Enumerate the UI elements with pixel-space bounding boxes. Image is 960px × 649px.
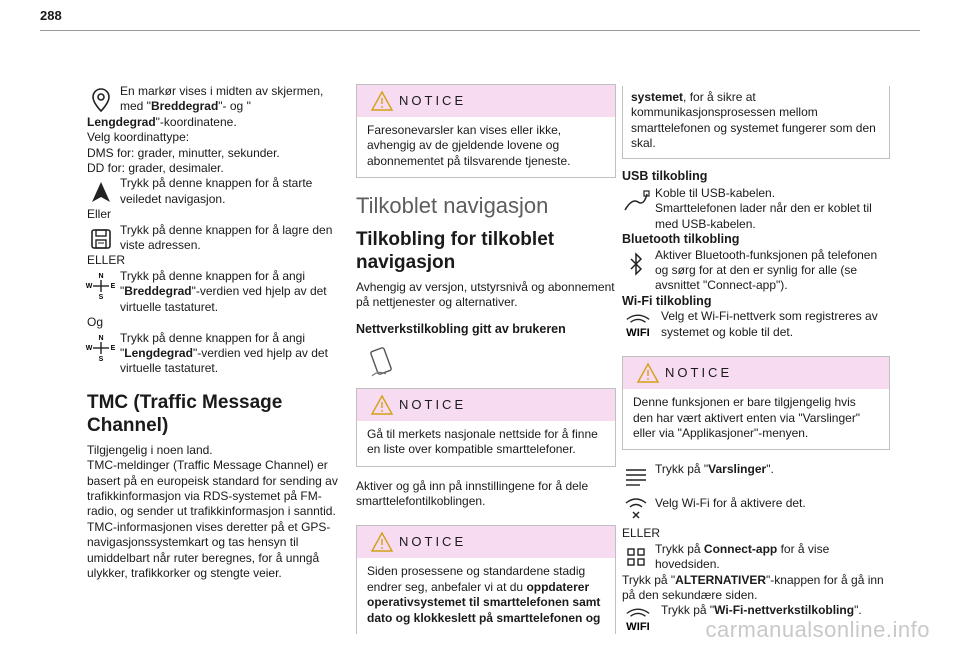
column-1: En markør vises i midten av skjermen, med "Breddegrad"- og " Lengdegrad"-koordinatene. Velg koordinattype: DMS for: grader, minutter, sekunder. DD for: grader, desimaler. Trykk på denne knappen for å starte veiledet navigasjon. Eller Trykk på denne knappen for å lagre den viste adressen. ELLER N S W E Trykk på denne knappen for å angi "Breddegrad"-verdien ved hjelp av det virtuelle tastaturet. Og N S W E Trykk på denne knappen for å angi "Lengdegrad"-verdien ved hjelp av det virtuelle tastaturet. TMC (Traffic Message Channel) Tilgjengelig i noen land. TMC-meldinger (Traffic Message Channel) er basert på en europeisk standard for sending av trafikkinformasjon via RDS-systemet på FM-radio, og sender ut trafikkinformasjon i sanntid. TMC-informasjonen vises deretter på et GPS-navigasjonssystemkart og tas hensyn til umiddelbart når ruter beregnes, for å unngå ulykker, trafikkorker og stengte veier. (85, 84, 338, 580)
navigation-arrow-icon (87, 178, 115, 206)
dd-text: DD for: grader, desimaler. (87, 161, 224, 176)
warning-triangle-icon (371, 395, 393, 415)
svg-text:WIFI: WIFI (626, 621, 650, 634)
notice-label: NOTICE (399, 396, 467, 412)
tmc-text-2: TMC-meldinger (Traffic Message Channel) er basert på en europeisk standard for sending av trafikkinformasjon via RDS-systemet på FM-radio, og sender ut trafikkinformasjon i sanntid. (87, 458, 338, 519)
tmc-heading: TMC (Traffic Message Channel) (87, 391, 283, 436)
svg-text:E: E (110, 282, 116, 290)
notice-box-2 (356, 388, 616, 467)
connect-app-block: Trykk på Connect-app for å vise hovedsiden. (622, 542, 890, 573)
save-disk-icon (87, 225, 115, 253)
nav-marker-block: En markør vises i midten av skjermen, med "Breddegrad"- og " (87, 84, 339, 115)
svg-text:E: E (110, 344, 116, 352)
wifi-heading: Wi-Fi tilkobling (622, 293, 712, 308)
save-block: Trykk på denne knappen for å lagre den viste adressen. (87, 223, 339, 254)
subsection-text: Avhengig av versjon, utstyrsnivå og abonnement på nettjenester og alternativer. (356, 279, 615, 310)
select-type: Velg koordinattype: (87, 130, 190, 145)
svg-text:WIFI: WIFI (626, 327, 650, 340)
wifi-block: WIFI Velg et Wi-Fi-nettverk som registreres av systemet og koble til det. (622, 309, 890, 340)
page-number: 288 (40, 8, 62, 23)
bluetooth-block: Aktiver Bluetooth-funksjonen på telefonen og sørg for at den er synlig for alle (se avsnittet "Connect-app"). (622, 248, 890, 294)
lon-block: N S W E Trykk på denne knappen for å angi "Lengdegrad"-verdien ved hjelp av det virtuelle tastaturet. (85, 330, 328, 376)
location-pin-icon (87, 86, 115, 114)
wifi-icon (622, 605, 654, 633)
watermark: carmanualsonline.info (705, 617, 930, 642)
wifi-off-icon (622, 494, 650, 522)
svg-text:N: N (98, 334, 104, 342)
header-rule (40, 30, 920, 31)
usb-heading: USB tilkobling (622, 168, 708, 183)
notice-label: NOTICE (399, 534, 467, 550)
usb-text-2: Smarttelefonen lader når den er koblet til med USB-kabelen. (655, 201, 872, 231)
bluetooth-icon (622, 250, 650, 278)
notice-box-4 (622, 356, 890, 450)
notice-continuation: systemet, for å sikre at kommunikasjonsprosessen mellom smarttelefonen og systemet fungerer som den skal. (622, 86, 890, 159)
eller-text: ELLER (622, 526, 661, 541)
dms-text: DMS for: grader, minutter, sekunder. (87, 145, 280, 160)
compass-icon (87, 333, 115, 361)
column-2 (356, 84, 616, 634)
eller-text: Eller (87, 207, 112, 222)
og-text: Og (87, 315, 104, 330)
warning-triangle-icon (637, 363, 659, 383)
wifi-connection-block: WIFI Trykk på "Wi-Fi-nettverkstilkobling". (622, 603, 890, 618)
alerts-block: Trykk på "Varslinger". (622, 462, 890, 492)
network-heading: Nettverkstilkobling gitt av brukeren (356, 322, 566, 337)
notice-label: NOTICE (665, 365, 733, 381)
lat-block: N S W E Trykk på denne knappen for å angi "Breddegrad"-verdien ved hjelp av det virtuelle tastaturet. (85, 268, 327, 314)
eller-text-2: ELLER (87, 253, 126, 268)
notice-text: Gå til merkets nasjonale nettside for å finne en liste over kompatible smarttelefoner. (367, 426, 598, 457)
svg-text:S: S (98, 355, 104, 363)
notifications-list-icon (622, 464, 650, 492)
warning-triangle-icon (371, 532, 393, 552)
usb-block: Koble til USB-kabelen. (622, 186, 890, 201)
tmc-text-3: TMC-informasjonen vises deretter på et GPS-navigasjonssystemkart og tas hensyn til umiddelbart når ruter beregnes, for å unngå ulykker, trafikkorker og stengte veier. (87, 519, 331, 580)
select-wifi-block: Velg Wi-Fi for å aktivere det. (622, 492, 890, 526)
svg-text:W: W (85, 344, 93, 352)
bluetooth-heading: Bluetooth tilkobling (622, 232, 740, 247)
wifi-icon (622, 311, 654, 339)
notice-box-1 (356, 84, 616, 178)
subsection-title: Tilkobling for tilkoblet navigasjon (356, 228, 555, 273)
column-3: systemet, for å sikre at kommunikasjonsprosessen mellom smarttelefonen og systemet fungerer som den skal. USB tilkobling Koble til USB-kabelen. Smarttelefonen lader når den er koblet til med USB-kabelen. Bluetooth tilkobling Aktiver Bluetooth-funksjonen på telefonen og sørg for at den er synlig for alle (se avsnittet "Connect-app"). Wi-Fi tilkobling WIFI Velg et Wi-Fi-nettverk som registreres av systemet og koble til det. NOTICE Denne funksjonen er bare tilgjengelig hvis den har vært aktivert enten via "Varslinger" eller via "Applikasjoner"-menyen. Trykk på "Varslinger". Velg Wi-Fi for å aktivere det. ELLER Trykk på Connect-app for å vise hovedsiden. Trykk på "ALTERNATIVER"-knappen for å gå inn på den sekundære siden. WIFI Trykk på "Wi-Fi-nettverkstilkobling". (622, 86, 890, 619)
warning-triangle-icon (371, 91, 393, 111)
svg-text:N: N (98, 272, 104, 280)
start-nav-block: Trykk på denne knappen for å starte veiledet navigasjon. (87, 176, 339, 207)
notice-label: NOTICE (399, 93, 467, 108)
apps-grid-icon (622, 544, 650, 572)
svg-text:S: S (98, 293, 104, 301)
notice-box-3: NOTICE Siden prosessene og standardene stadig endrer seg, anbefaler vi at du oppdaterer operativsystemet til smarttelefonen samt dato og klokkeslett på smarttelefonen og (356, 525, 616, 634)
notice-text: Denne funksjonen er bare tilgjengelig hvis den har vært aktivert enten via "Varslinger" eller via "Applikasjoner"-menyen. (633, 395, 861, 440)
activate-text: Aktiver og gå inn på innstillingene for å dele smarttelefontilkoblingen. (356, 478, 589, 509)
svg-text:W: W (85, 282, 93, 290)
notice-text: Faresonevarsler kan vises eller ikke, avhengig av de gjeldende lovene og abonnementet på tilsvarende tjeneste. (367, 123, 571, 168)
usb-cable-icon (622, 188, 650, 216)
section-title: Tilkoblet navigasjon (356, 193, 549, 219)
tmc-text-1: Tilgjengelig i noen land. (87, 442, 213, 457)
compass-icon (87, 271, 115, 299)
smartphone-icon (364, 346, 398, 380)
